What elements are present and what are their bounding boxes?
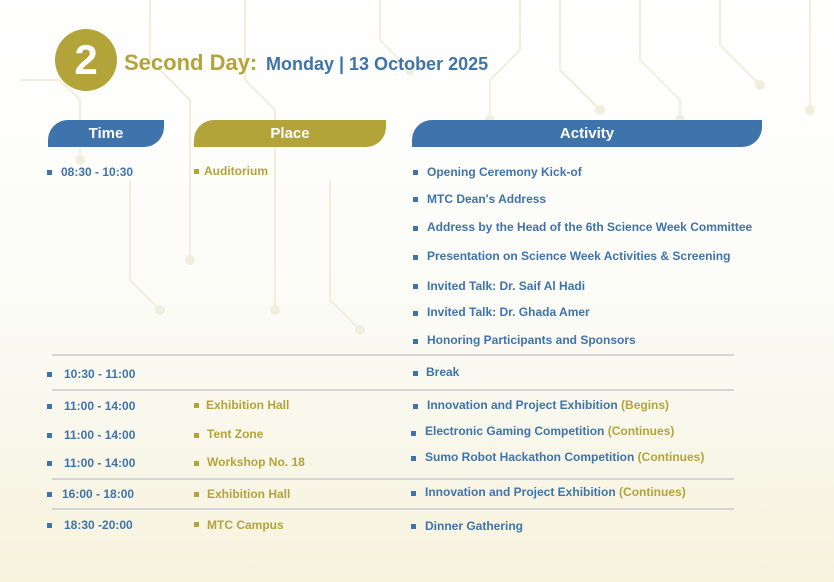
row-divider	[52, 389, 734, 391]
activity-item: Honoring Participants and Sponsors	[427, 333, 636, 347]
bullet-icon	[194, 169, 199, 174]
activity-item: Break	[426, 365, 460, 379]
bullet-icon	[47, 523, 52, 528]
bullet-icon	[194, 522, 199, 527]
bullet-icon	[413, 284, 418, 289]
column-header-place: Place	[194, 120, 386, 147]
bullet-icon	[411, 431, 416, 436]
activity-item: Opening Ceremony Kick-of	[427, 165, 582, 179]
activity-item	[425, 485, 686, 499]
activity-status: (Continues)	[607, 424, 675, 438]
bullet-icon	[413, 255, 418, 260]
time-slot: 16:00 - 18:00	[62, 487, 135, 501]
activity-status: (Continues)	[619, 485, 686, 499]
bullet-icon	[413, 311, 418, 316]
column-header-time: Time	[48, 120, 164, 147]
bullet-icon	[411, 524, 416, 529]
activity-item: MTC Dean's Address	[427, 192, 547, 206]
activity-item: Address by the Head of the 6th Science Week Committee	[427, 220, 753, 234]
bullet-icon	[194, 403, 199, 408]
activity-item	[427, 398, 669, 412]
activity-item	[425, 450, 704, 464]
place-label: Workshop No. 18	[207, 455, 305, 469]
activity-item: Dinner Gathering	[425, 519, 524, 533]
activity-item: Invited Talk: Dr. Ghada Amer	[427, 305, 590, 319]
time-slot: 11:00 - 14:00	[64, 456, 136, 470]
activity-item: Invited Talk: Dr. Saif Al Hadi	[427, 279, 586, 293]
time-slot: 08:30 - 10:30	[61, 165, 134, 179]
day-date: Monday | 13 October 2025	[266, 54, 489, 74]
bullet-icon	[413, 404, 418, 409]
bullet-icon	[47, 404, 52, 409]
column-header-activity: Activity	[412, 120, 762, 147]
bullet-icon	[47, 170, 52, 175]
time-slot: 11:00 - 14:00	[64, 428, 136, 442]
bullet-icon	[194, 433, 199, 438]
row-divider	[52, 478, 734, 480]
place-label: Auditorium	[204, 164, 268, 178]
place-label: MTC Campus	[207, 518, 284, 532]
row-divider	[52, 354, 734, 356]
activity-name: Innovation and Project Exhibition	[427, 398, 618, 412]
bullet-icon	[47, 461, 52, 466]
place-label: Tent Zone	[207, 427, 264, 441]
time-slot: 18:30 -20:00	[64, 518, 133, 532]
bullet-icon	[413, 226, 418, 231]
activity-item	[425, 424, 674, 438]
bullet-icon	[194, 461, 199, 466]
bullet-icon	[47, 372, 52, 377]
bullet-icon	[47, 492, 52, 497]
day-number-badge: 2	[55, 29, 117, 91]
activity-item: Presentation on Science Week Activities & Screening	[427, 249, 731, 263]
activity-status: (Begins)	[621, 398, 670, 412]
bullet-icon	[411, 456, 416, 461]
activity-name: Innovation and Project Exhibition	[425, 485, 616, 499]
bullet-icon	[413, 339, 418, 344]
bullet-icon	[47, 433, 52, 438]
place-label: Exhibition Hall	[206, 398, 290, 412]
activity-status: (Continues)	[637, 450, 705, 464]
time-slot: 11:00 - 14:00	[64, 399, 136, 413]
row-divider	[52, 508, 734, 510]
bullet-icon	[413, 170, 418, 175]
activity-name: Electronic Gaming Competition	[425, 424, 605, 438]
bullet-icon	[411, 491, 416, 496]
bullet-icon	[194, 492, 199, 497]
activity-name: Sumo Robot Hackathon Competition	[425, 450, 635, 464]
day-label: Second Day:	[124, 50, 258, 75]
bullet-icon	[413, 197, 418, 202]
place-label: Exhibition Hall	[207, 487, 291, 501]
bullet-icon	[413, 371, 418, 376]
time-slot: 10:30 - 11:00	[64, 367, 136, 381]
